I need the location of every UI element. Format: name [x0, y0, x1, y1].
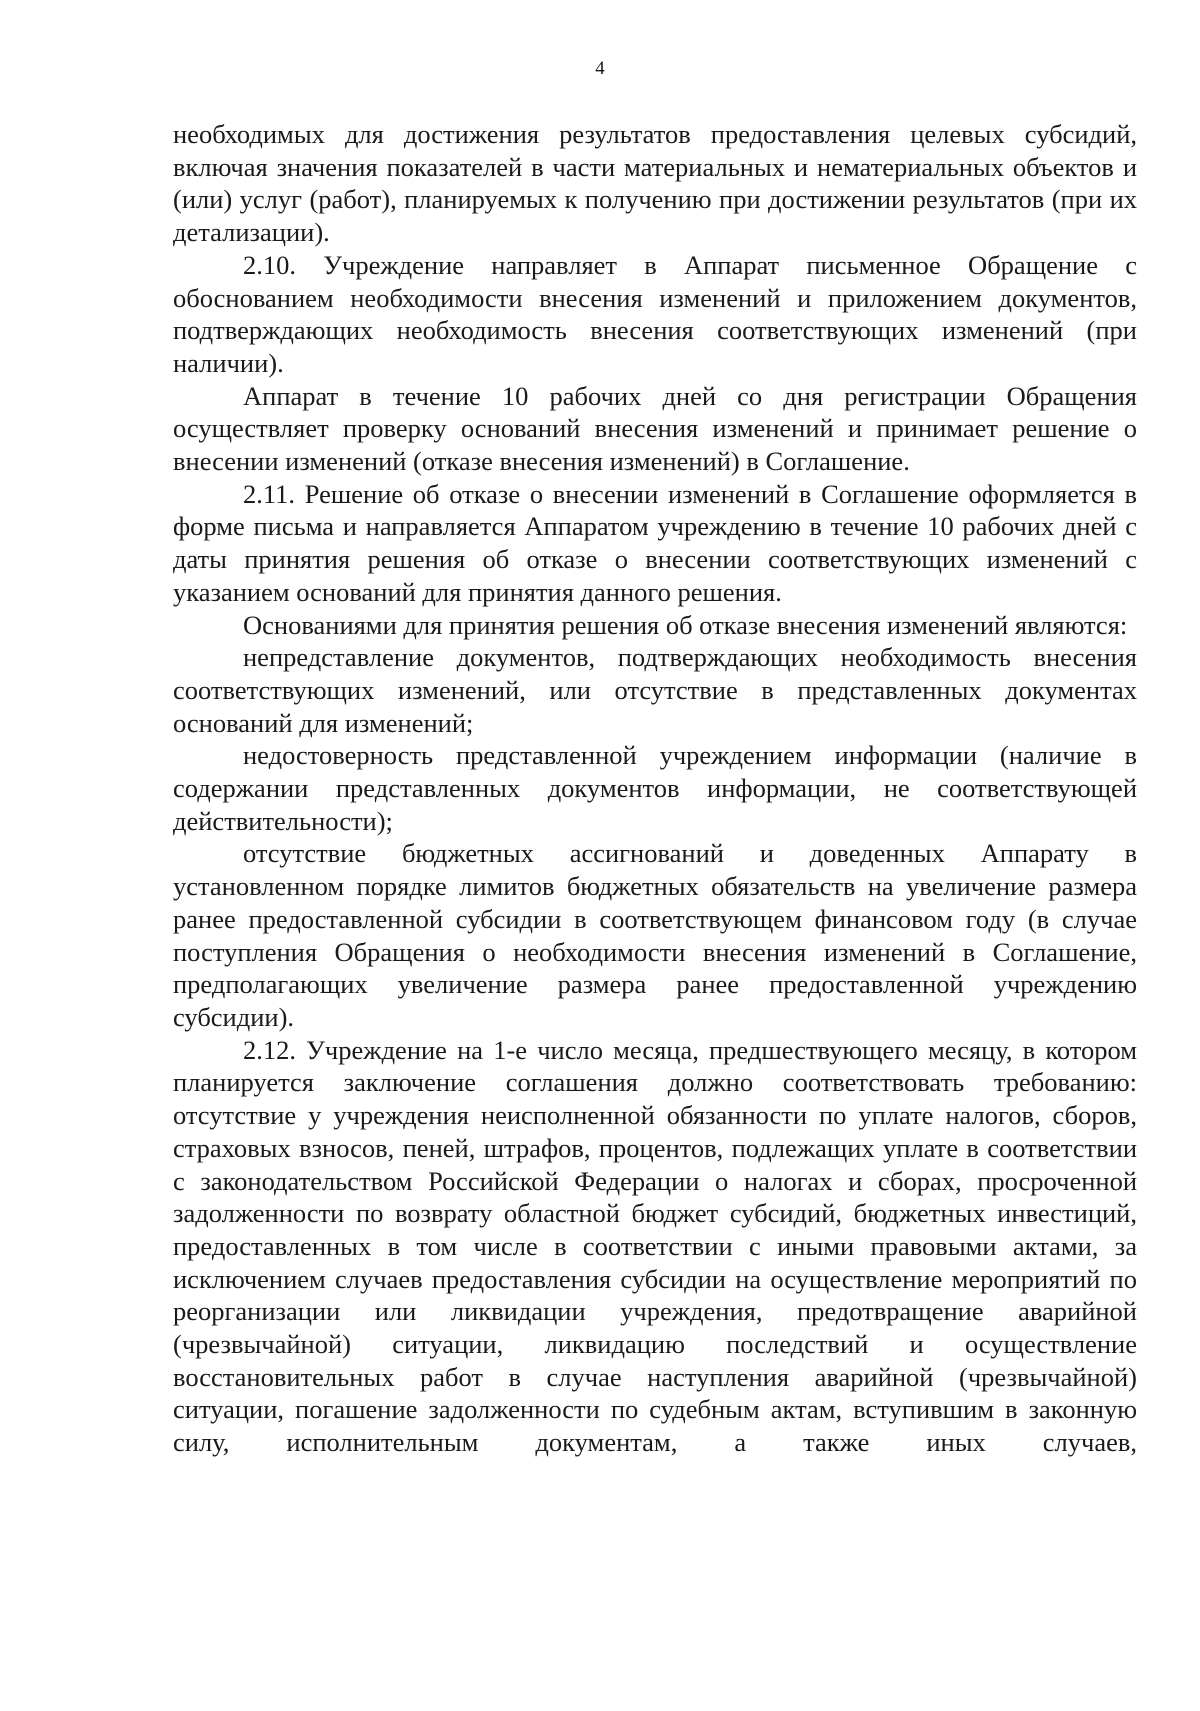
document-body: [173, 118, 1137, 1459]
list-item-ground-2: недостоверность представленной учреждением информации (наличие в содержании представленных документов информации, не соответствующей действительности);: [173, 740, 1137, 836]
paragraph-2-12: 2.12. Учреждение на 1-е число месяца, предшествующего месяцу, в котором планируется заключение соглашения должно соответствовать требованию: отсутствие у учреждения неисполненной обязанности по уплате налогов, сборов, страховых взносов, пеней, штрафов, процентов, подлежащих уплате в соответствии с законодательством Российской Федерации о налогах и сборах, просроченной задолженности по возврату областной бюджет субсидий, бюджетных инвестиций, предоставленных в том числе в соответствии с иными правовыми актами, за исключением случаев предоставления субсидии на осуществление мероприятий по реорганизации или ликвидации учреждения, предотвращение аварийной (чрезвычайной) ситуации, ликвидацию последствий и осуществление восстановительных работ в случае наступления аварийной (чрезвычайной) ситуации, погашение задолженности по судебным актам, вступившим в законную силу, исполнительным документам, а также иных случаев,: [173, 1034, 1137, 1458]
paragraph-2-10: 2.10. Учреждение направляет в Аппарат письменное Обращение с обоснованием необходимости внесения изменений и приложением документов, подтверждающих необходимость внесения соответствующих изменений (при наличии).: [173, 249, 1137, 378]
list-item-ground-3: отсутствие бюджетных ассигнований и доведенных Аппарату в установленном порядке лимитов бюджетных обязательств на увеличение размера ранее предоставленной субсидии в соответствующем финансовом году (в случае поступления Обращения о необходимости внесения изменений в Соглашение, предполагающих увеличение размера ранее предоставленной учреждению субсидии).: [173, 838, 1137, 1032]
page-number: 4: [595, 58, 605, 79]
paragraph-2-11: 2.11. Решение об отказе о внесении изменений в Соглашение оформляется в форме письма и направляется Аппаратом учреждению в течение 10 рабочих дней с даты принятия решения об отказе о внесении соответствующих изменений с указанием оснований для принятия данного решения.: [173, 478, 1137, 607]
paragraph-continuation: необходимых для достижения результатов предоставления целевых субсидий, включая значения показателей в части материальных и нематериальных объектов и (или) услуг (работ), планируемых к получению при достижении результатов (при их детализации).: [173, 119, 1137, 248]
paragraph-2-10-check: Аппарат в течение 10 рабочих дней со дня регистрации Обращения осуществляет проверку оснований внесения изменений и принимает решение о внесении изменений (отказе внесения изменений) в Соглашение.: [173, 380, 1137, 477]
list-item-ground-1: непредставление документов, подтверждающих необходимость внесения соответствующих изменений, или отсутствие в представленных документах оснований для изменений;: [173, 642, 1137, 738]
paragraph-grounds-intro: Основаниями для принятия решения об отказе внесения изменений являются:: [243, 609, 1128, 640]
